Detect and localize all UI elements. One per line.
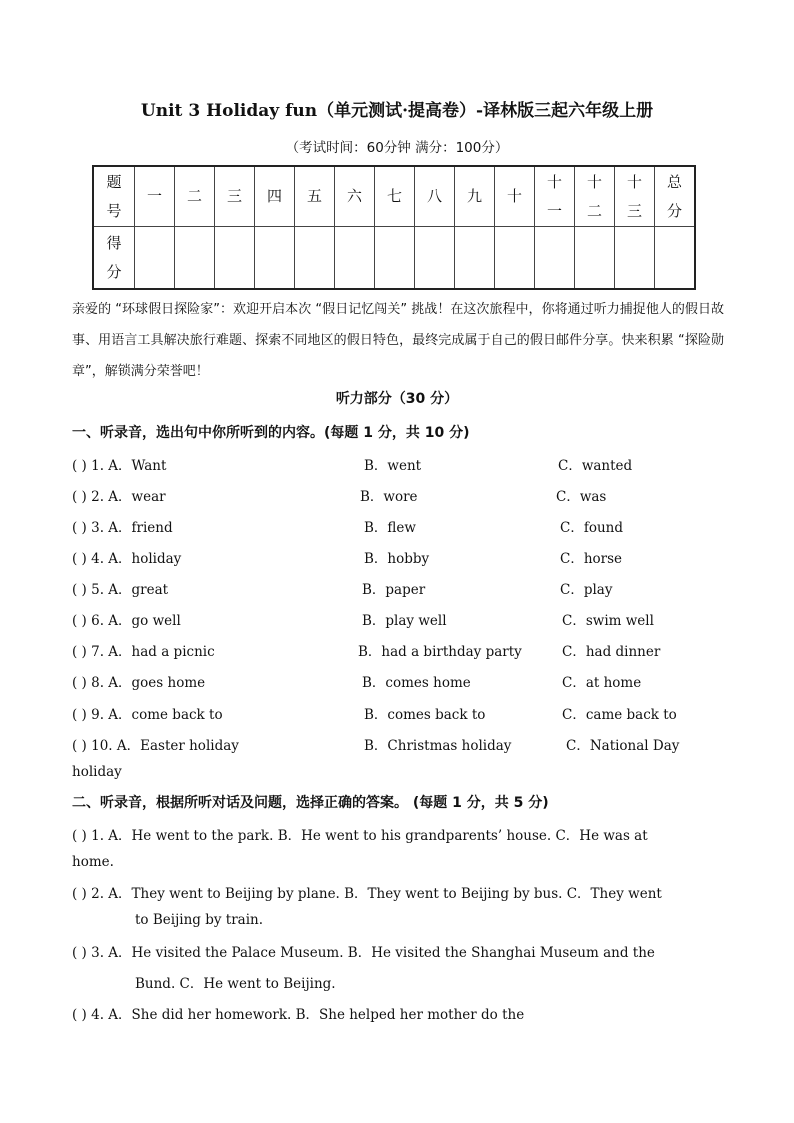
option-num: ( ) 4. A．holiday	[72, 551, 182, 567]
s1-question-1	[72, 454, 732, 474]
option-b: B．flew	[364, 520, 416, 536]
exam-info: （考试时间：60分钟 满分：100分）	[285, 140, 509, 156]
option-b: B．paper	[362, 582, 426, 598]
option-num: ( ) 5. A．great	[72, 582, 169, 598]
section2-title: 二、听录音，根据所听对话及问题，选择正确的答案。 (每题 1 分，共 5 分)	[72, 795, 549, 811]
score-cell[interactable]	[175, 227, 215, 290]
q10-wrap-text: holiday	[72, 764, 122, 780]
s1-question-10	[72, 734, 732, 754]
option-c: C．at home	[562, 675, 642, 691]
score-table	[92, 165, 696, 290]
score-cell[interactable]	[455, 227, 495, 290]
score-cell[interactable]	[575, 227, 615, 290]
option-num: ( ) 1. A．Want	[72, 458, 167, 474]
option-num: ( ) 10. A．Easter holiday	[72, 738, 239, 754]
option-c: C．came back to	[562, 707, 677, 723]
option-b: B．play well	[362, 613, 447, 629]
s1-question-2	[72, 485, 732, 505]
s2-q2-line2: to Beijing by train.	[135, 912, 263, 928]
option-b: B．went	[364, 458, 422, 474]
s2-q2-line1: ( ) 2. A．They went to Beijing by plane. B．They went to Beijing by bus. C．They went	[72, 886, 662, 902]
score-table-col-10: 十	[495, 166, 535, 227]
option-c: C．swim well	[562, 613, 654, 629]
option-c: C．wanted	[558, 458, 633, 474]
score-table-row-label: 得 分	[93, 227, 135, 290]
s1-question-6	[72, 609, 732, 629]
score-table-col-6: 六	[335, 166, 375, 227]
option-num: ( ) 7. A．had a picnic	[72, 644, 215, 660]
s2-q4-line1: ( ) 4. A．She did her homework. B．She helped her mother do the	[72, 1007, 525, 1023]
s1-question-3	[72, 516, 732, 536]
score-cell[interactable]	[295, 227, 335, 290]
score-table-header-label: 题 号	[93, 166, 135, 227]
score-cell[interactable]	[215, 227, 255, 290]
score-table-col-12: 十 二	[575, 166, 615, 227]
score-cell[interactable]	[135, 227, 175, 290]
option-b: B．had a birthday party	[358, 644, 522, 660]
s2-q3-line1: ( ) 3. A．He visited the Palace Museum. B．He visited the Shanghai Museum and the	[72, 945, 655, 961]
page-title: Unit 3 Holiday fun（单元测试·提高卷）-译林版三起六年级上册	[140, 101, 654, 121]
score-table-col-8: 八	[415, 166, 455, 227]
option-num: ( ) 8. A．goes home	[72, 675, 206, 691]
option-c: C．horse	[560, 551, 623, 567]
section1-title: 一、听录音，选出句中你所听到的内容。(每题 1 分，共 10 分)	[72, 425, 470, 441]
option-b: B．comes home	[362, 675, 471, 691]
score-cell[interactable]	[535, 227, 575, 290]
score-table-col-4: 四	[255, 166, 295, 227]
s1-question-5	[72, 578, 732, 598]
intro-paragraph: 亲爱的 “环球假日探险家”：欢迎开启本次 “假日记忆闯关” 挑战！在这次旅程中，你将通过听力捕捉他人的假日故事、用语言工具解决旅行难题、探索不同地区的假日特色，最终完成属于自己的假日邮件分享。快来积累 “探险勋章”，解锁满分荣誉吧！	[72, 302, 724, 379]
score-cell[interactable]	[495, 227, 535, 290]
score-table-col-11: 十 一	[535, 166, 575, 227]
score-table-col-13: 十 三	[615, 166, 655, 227]
option-b: B．hobby	[364, 551, 430, 567]
score-cell[interactable]	[615, 227, 655, 290]
score-cell[interactable]	[255, 227, 295, 290]
option-num: ( ) 9. A．come back to	[72, 707, 223, 723]
option-c: C．National Day	[566, 738, 680, 754]
option-num: ( ) 2. A．wear	[72, 489, 166, 505]
score-table-col-9: 九	[455, 166, 495, 227]
option-b: B．comes back to	[364, 707, 486, 723]
score-cell[interactable]	[375, 227, 415, 290]
s1-question-4	[72, 547, 732, 567]
score-cell[interactable]	[655, 227, 696, 290]
s1-question-8	[72, 671, 732, 691]
option-c: C．had dinner	[562, 644, 661, 660]
score-table-col-1: 一	[135, 166, 175, 227]
option-c: C．was	[556, 489, 607, 505]
option-num: ( ) 3. A．friend	[72, 520, 173, 536]
option-b: B．wore	[360, 489, 418, 505]
s1-question-9	[72, 703, 732, 723]
score-table-col-7: 七	[375, 166, 415, 227]
s2-q3-line2: Bund. C．He went to Beijing.	[135, 976, 336, 992]
s1-question-7	[72, 640, 732, 660]
option-num: ( ) 6. A．go well	[72, 613, 181, 629]
listening-part-header: 听力部分（30 分）	[335, 391, 459, 407]
score-cell[interactable]	[415, 227, 455, 290]
score-table-col-3: 三	[215, 166, 255, 227]
option-b: B．Christmas holiday	[364, 738, 512, 754]
score-cell[interactable]	[335, 227, 375, 290]
s2-q1-line2: home.	[72, 854, 114, 870]
option-c: C．found	[560, 520, 623, 536]
score-table-col-2: 二	[175, 166, 215, 227]
score-table-col-14: 总 分	[655, 166, 696, 227]
s2-q1-line1: ( ) 1. A．He went to the park. B．He went to his grandparents’ house. C．He was at	[72, 828, 648, 844]
option-c: C．play	[560, 582, 613, 598]
score-table-col-5: 五	[295, 166, 335, 227]
